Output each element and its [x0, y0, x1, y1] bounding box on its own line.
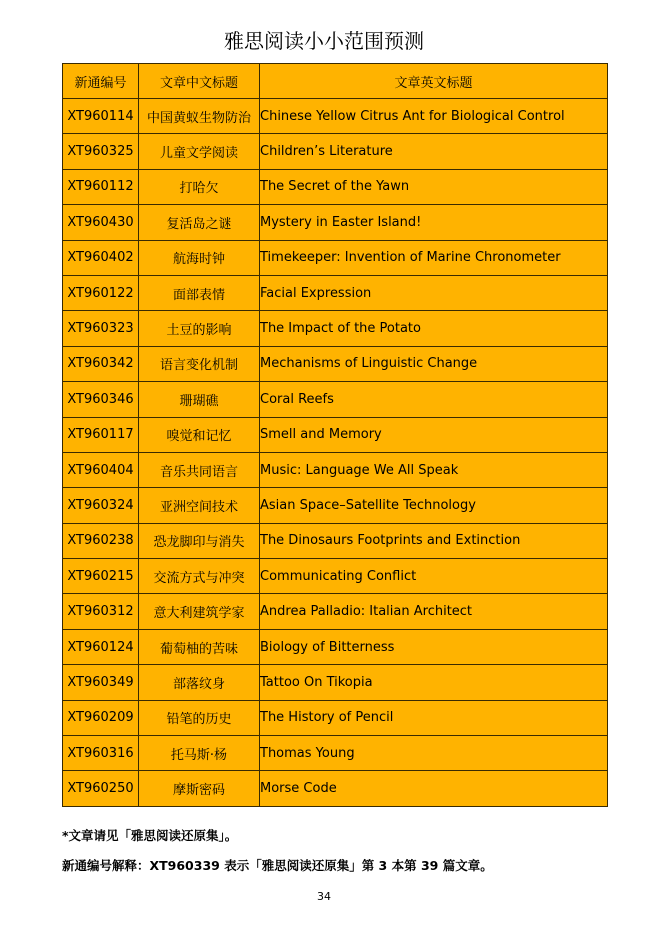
article-code: XT960114: [63, 99, 139, 134]
english-title: The Secret of the Yawn: [260, 169, 608, 204]
article-code: XT960117: [63, 417, 139, 452]
english-title: Tattoo On Tikopia: [260, 665, 608, 700]
article-code: XT960325: [63, 134, 139, 169]
english-title: Thomas Young: [260, 736, 608, 771]
english-title: Smell and Memory: [260, 417, 608, 452]
article-code: XT960323: [63, 311, 139, 346]
chinese-title: 土豆的影响: [139, 311, 260, 346]
english-title: Chinese Yellow Citrus Ant for Biological Control: [260, 99, 608, 134]
english-title: Music: Language We All Speak: [260, 452, 608, 487]
english-title: Children’s Literature: [260, 134, 608, 169]
chinese-title: 音乐共同语言: [139, 452, 260, 487]
chinese-title: 语言变化机制: [139, 346, 260, 381]
english-title: Andrea Palladio: Italian Architect: [260, 594, 608, 629]
article-code: XT960209: [63, 700, 139, 735]
article-code: XT960430: [63, 205, 139, 240]
chinese-title: 中国黄蚁生物防治: [139, 99, 260, 134]
table-row: [63, 275, 608, 310]
article-code: XT960124: [63, 629, 139, 664]
article-code: XT960122: [63, 275, 139, 310]
table-row: [63, 559, 608, 594]
english-title: Asian Space–Satellite Technology: [260, 488, 608, 523]
chinese-title: 部落纹身: [139, 665, 260, 700]
table-row: [63, 700, 608, 735]
english-title: Coral Reefs: [260, 382, 608, 417]
article-code: XT960346: [63, 382, 139, 417]
chinese-title: 珊瑚礁: [139, 382, 260, 417]
table-row: [63, 452, 608, 487]
page-title: 雅思阅读小小范围预测: [224, 29, 424, 53]
chinese-title: 儿童文学阅读: [139, 134, 260, 169]
article-code: XT960312: [63, 594, 139, 629]
header-code: 新通编号: [63, 64, 139, 99]
chinese-title: 铅笔的历史: [139, 700, 260, 735]
article-code: XT960342: [63, 346, 139, 381]
table-row: [63, 240, 608, 275]
chinese-title: 葡萄柚的苦味: [139, 629, 260, 664]
english-title: Mechanisms of Linguistic Change: [260, 346, 608, 381]
table-row: [63, 382, 608, 417]
table-row: [63, 736, 608, 771]
table-row: [63, 99, 608, 134]
footnote-source: *文章请见「雅思阅读还原集」。: [62, 828, 238, 843]
table-row: [63, 629, 608, 664]
table-row: [63, 311, 608, 346]
table-row: [63, 771, 608, 806]
english-title: Facial Expression: [260, 275, 608, 310]
table-row: [63, 523, 608, 558]
article-code: XT960316: [63, 736, 139, 771]
english-title: Biology of Bitterness: [260, 629, 608, 664]
chinese-title: 亚洲空间技术: [139, 488, 260, 523]
table-row: [63, 488, 608, 523]
table-header-row: [63, 64, 608, 99]
page-number: 34: [317, 890, 331, 903]
english-title: Morse Code: [260, 771, 608, 806]
chinese-title: 嗅觉和记忆: [139, 417, 260, 452]
english-title: The Dinosaurs Footprints and Extinction: [260, 523, 608, 558]
article-code: XT960112: [63, 169, 139, 204]
footnote-code-explanation: 新通编号解释：XT960339 表示「雅思阅读还原集」第 3 本第 39 篇文章。: [62, 858, 493, 873]
table-row: [63, 169, 608, 204]
article-code: XT960215: [63, 559, 139, 594]
chinese-title: 意大利建筑学家: [139, 594, 260, 629]
article-code: XT960250: [63, 771, 139, 806]
chinese-title: 交流方式与冲突: [139, 559, 260, 594]
article-code: XT960324: [63, 488, 139, 523]
chinese-title: 打哈欠: [139, 169, 260, 204]
chinese-title: 复活岛之谜: [139, 205, 260, 240]
chinese-title: 摩斯密码: [139, 771, 260, 806]
header-english-title: 文章英文标题: [260, 64, 608, 99]
english-title: Communicating Conflict: [260, 559, 608, 594]
header-chinese-title: 文章中文标题: [139, 64, 260, 99]
chinese-title: 托马斯·杨: [139, 736, 260, 771]
table-row: [63, 346, 608, 381]
english-title: Mystery in Easter Island!: [260, 205, 608, 240]
english-title: Timekeeper: Invention of Marine Chronometer: [260, 240, 608, 275]
table-row: [63, 594, 608, 629]
english-title: The History of Pencil: [260, 700, 608, 735]
english-title: The Impact of the Potato: [260, 311, 608, 346]
table-row: [63, 134, 608, 169]
table-row: [63, 417, 608, 452]
article-code: XT960404: [63, 452, 139, 487]
article-code: XT960349: [63, 665, 139, 700]
article-code: XT960402: [63, 240, 139, 275]
chinese-title: 面部表情: [139, 275, 260, 310]
table-row: [63, 205, 608, 240]
table-row: [63, 665, 608, 700]
chinese-title: 航海时钟: [139, 240, 260, 275]
article-code: XT960238: [63, 523, 139, 558]
article-table: [62, 63, 608, 807]
chinese-title: 恐龙脚印与消失: [139, 523, 260, 558]
